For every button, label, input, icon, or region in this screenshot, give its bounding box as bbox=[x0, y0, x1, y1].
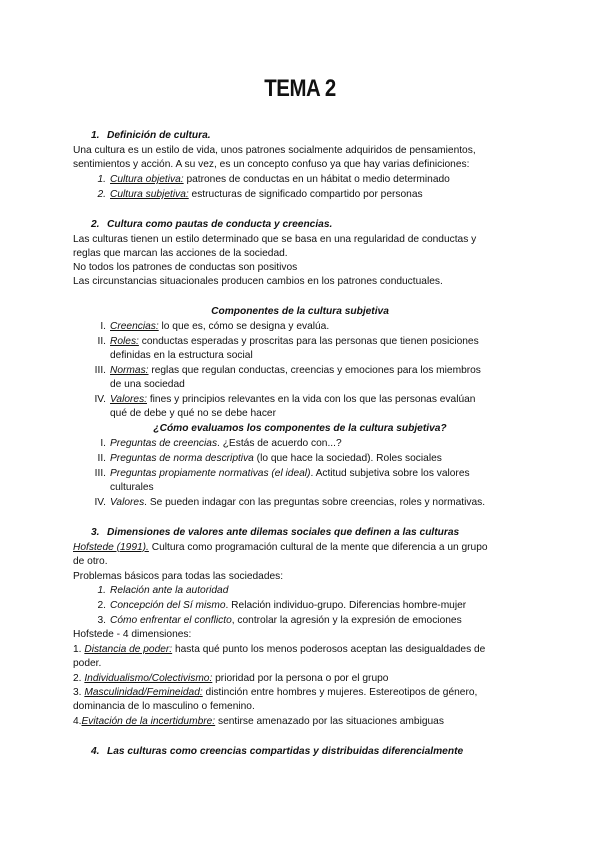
section-2-heading: 2. Cultura como pautas de conducta y creencias. bbox=[91, 219, 333, 230]
section-1-heading bbox=[91, 129, 211, 142]
component-item-continuation: qué de debe y qué no se debe hacer bbox=[110, 408, 276, 419]
component-item: IV. Valores: fines y principios relevantes en la vida con los que las personas evalúan bbox=[94, 394, 476, 405]
hofstede-reference: Hofstede (1991). bbox=[73, 542, 149, 553]
paragraph-line: de otro. bbox=[73, 556, 108, 567]
component-item-continuation: definidas en la estructura social bbox=[110, 350, 253, 361]
section-1-paragraph-line-2: sentimientos y acción. A su vez, es un concepto confuso ya que hay varias definiciones: bbox=[73, 159, 470, 170]
evaluation-item: III. Preguntas propiamente normativas (el ideal). Actitud subjetiva sobre los valores bbox=[94, 468, 470, 479]
component-item: III. Normas: reglas que regulan conductas, creencias y emociones para los miembros bbox=[94, 365, 481, 376]
component-item: II. Roles: conductas esperadas y proscritas para las personas que tienen posiciones bbox=[97, 336, 479, 347]
section-3-heading: 3. Dimensiones de valores ante dilemas sociales que definen a las culturas bbox=[91, 527, 460, 538]
paragraph-line: Las circunstancias situacionales producen cambios en los patrones conductuales. bbox=[73, 276, 443, 287]
list-item-term: Cultura subjetiva: bbox=[110, 189, 189, 200]
hofstede-line: Hofstede (1991). Cultura como programación cultural de la mente que diferencia a un grupo bbox=[73, 542, 488, 553]
problem-item: 3. Cómo enfrentar el conflicto, controlar la agresión y la expresión de emociones bbox=[97, 615, 462, 626]
evaluation-item-continuation: culturales bbox=[110, 482, 154, 493]
dimension-item: 2. Individualismo/Colectivismo: prioridad por la persona o por el grupo bbox=[73, 673, 389, 684]
paragraph-line: Las culturas tienen un estilo determinado que se basa en una regularidad de conductas y bbox=[73, 234, 477, 245]
evaluation-item: IV. Valores. Se pueden indagar con las preguntas sobre creencias, roles y normativas. bbox=[94, 497, 486, 508]
problem-item: 2. Concepción del Sí mismo. Relación individuo-grupo. Diferencias hombre-mujer bbox=[97, 600, 467, 611]
dimensions-intro: Hofstede - 4 dimensiones: bbox=[73, 629, 192, 640]
section-1-number: 1. bbox=[91, 130, 100, 141]
evaluation-item: I. Preguntas de creencias. ¿Estás de acuerdo con...? bbox=[100, 438, 342, 449]
list-item: 1. Cultura objetiva: patrones de conductas en un hábitat o medio determinado bbox=[97, 174, 450, 185]
section-1-title: Definición de cultura. bbox=[107, 130, 211, 141]
problem-item: 1. Relación ante la autoridad bbox=[97, 585, 229, 596]
dimension-item: 4.Evitación de la incertidumbre: sentirse amenazado por las situaciones ambiguas bbox=[73, 716, 444, 727]
list-item: 2. Cultura subjetiva: estructuras de significado compartido por personas bbox=[97, 189, 423, 200]
dimension-item: 1. Distancia de poder: hasta qué punto los menos poderosos aceptan las desigualdades de bbox=[73, 644, 486, 655]
dimension-item: 3. Masculinidad/Femineidad: distinción entre hombres y mujeres. Estereotipos de género, bbox=[73, 687, 478, 698]
list-item-term: Cultura objetiva: bbox=[110, 174, 184, 185]
section-1-paragraph-line-1: Una cultura es un estilo de vida, unos patrones socialmente adquiridos de pensamientos, bbox=[73, 145, 476, 156]
dimension-item-continuation: poder. bbox=[73, 658, 102, 669]
evaluation-item: II. Preguntas de norma descriptiva (lo que hace la sociedad). Roles sociales bbox=[97, 453, 442, 464]
paragraph-line: Problemas básicos para todas las sociedades: bbox=[73, 571, 284, 582]
evaluation-heading: ¿Cómo evaluamos los componentes de la cultura subjetiva? bbox=[153, 423, 447, 434]
dimension-item-continuation: dominancia de lo masculino o femenino. bbox=[73, 701, 255, 712]
paragraph-line: reglas que marcan las acciones de la sociedad. bbox=[73, 248, 288, 259]
components-heading: Componentes de la cultura subjetiva bbox=[211, 306, 389, 317]
section-4-heading: 4. Las culturas como creencias compartidas y distribuidas diferencialmente bbox=[91, 746, 464, 757]
component-item-continuation: de una sociedad bbox=[110, 379, 185, 390]
paragraph-line: No todos los patrones de conductas son positivos bbox=[73, 262, 298, 273]
page-title: TEMA 2 bbox=[264, 75, 336, 102]
component-item: I. Creencias: lo que es, cómo se designa y evalúa. bbox=[100, 321, 330, 332]
